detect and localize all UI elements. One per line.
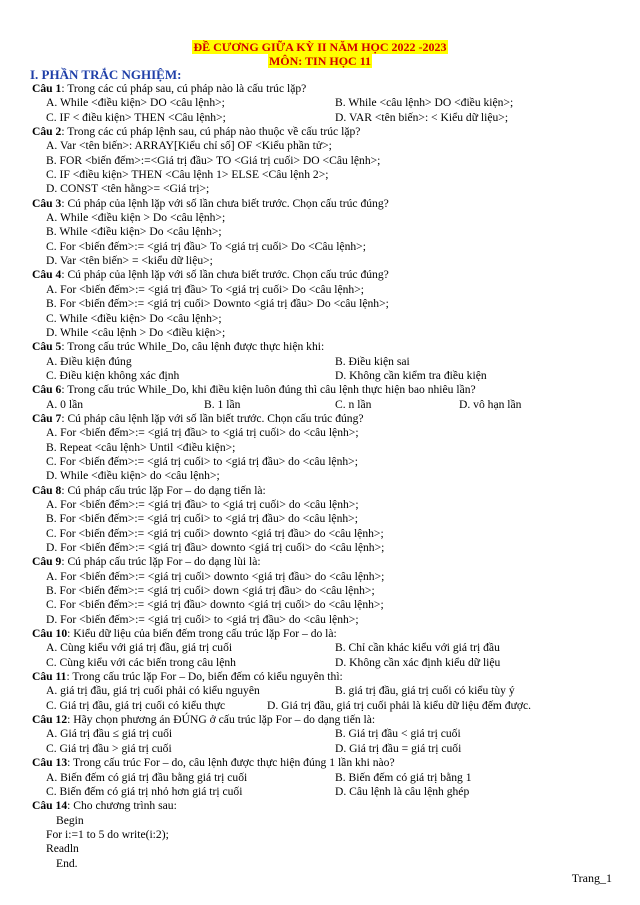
question-number: Câu 5 bbox=[32, 340, 62, 354]
option-a: A. Điều kiện đúng bbox=[46, 354, 132, 368]
question-number: Câu 8 bbox=[32, 483, 62, 497]
question-text: : Hãy chọn phương án ĐÚNG ở cấu trúc lặp For – do dạng tiến là: bbox=[67, 713, 376, 727]
option-c: C. Giá trị đầu > giá trị cuối bbox=[46, 741, 172, 755]
option-c: C. Điều kiện không xác định bbox=[46, 368, 180, 382]
question-number: Câu 6 bbox=[32, 383, 62, 397]
question-11 bbox=[32, 670, 622, 684]
question-7 bbox=[32, 412, 622, 426]
option-a: A. giá trị đầu, giá trị cuối phải có kiểu nguyên bbox=[46, 684, 260, 698]
question-5 bbox=[32, 340, 622, 354]
question-number: Câu 1 bbox=[32, 82, 62, 95]
option-c: C. For <biến đếm>:= <giá trị cuối> downto <giá trị đầu> do <câu lệnh>; bbox=[46, 526, 384, 540]
code-line: Begin bbox=[56, 813, 84, 827]
question-number: Câu 10 bbox=[32, 627, 68, 641]
option-a: A. For <biến đếm>:= <giá trị đầu> To <giá trị cuối> Do <câu lệnh>; bbox=[46, 282, 364, 296]
page-number: Trang_1 bbox=[571, 871, 612, 885]
option-c: C. For <biến đếm>:= <giá trị cuối> to <giá trị đầu> do <câu lệnh>; bbox=[46, 454, 358, 468]
option-d: D. While <điều kiện> do <câu lệnh>; bbox=[46, 469, 220, 483]
option-b: B. Điều kiện sai bbox=[335, 354, 410, 368]
document-subject: MÔN: TIN HỌC 11 bbox=[268, 54, 372, 68]
question-text: : Trong cấu trúc For – do, câu lệnh được thực hiện đúng 1 lần khi nào? bbox=[67, 756, 395, 770]
option-b: B. Biến đếm có giá trị bằng 1 bbox=[335, 770, 472, 784]
question-10 bbox=[32, 627, 622, 641]
option-c: C. While <điều kiện> Do <câu lệnh>; bbox=[46, 311, 222, 325]
option-a: A. Biến đếm có giá trị đầu bằng giá trị cuối bbox=[46, 770, 248, 784]
question-1 bbox=[32, 82, 622, 96]
section-title: I. PHẦN TRẮC NGHIỆM: bbox=[30, 67, 182, 82]
option-d: D. VAR <tên biến>: < Kiểu dữ liệu>; bbox=[335, 110, 509, 124]
option-b: B. Giá trị đầu < giá trị cuối bbox=[335, 727, 461, 741]
question-text: : Cho chương trình sau: bbox=[67, 799, 177, 813]
question-12 bbox=[32, 713, 622, 727]
option-b: B. While <điều kiện> Do <câu lệnh>; bbox=[46, 225, 222, 239]
option-a: A. Var <tên biến>: ARRAY[Kiểu chỉ số] OF <Kiểu phần tử>; bbox=[46, 139, 332, 153]
option-c: C. n lần bbox=[335, 397, 372, 411]
question-text: : Trong các cú pháp sau, cú pháp nào là cấu trúc lặp? bbox=[61, 82, 307, 95]
option-b: B. Chỉ cần khác kiểu với giá trị đầu bbox=[335, 641, 500, 655]
option-c: C. Cùng kiểu với các biến trong câu lệnh bbox=[46, 655, 236, 669]
question-3 bbox=[32, 197, 622, 211]
option-a: A. 0 lần bbox=[46, 397, 84, 411]
question-number: Câu 12 bbox=[32, 713, 68, 727]
question-text: : Cú pháp cấu trúc lặp For – do dạng tiến là: bbox=[61, 483, 266, 497]
option-b: B. For <biến đếm>:= <giá trị cuối> down <giá trị đầu> do <câu lệnh>; bbox=[46, 584, 375, 598]
code-line: End. bbox=[56, 856, 78, 870]
question-number: Câu 2 bbox=[32, 125, 62, 139]
option-c: C. IF <điều kiện> THEN <Câu lệnh 1> ELSE <Câu lệnh 2>; bbox=[46, 168, 329, 182]
option-b: B. FOR <biến đếm>:=<Giá trị đầu> TO <Giá trị cuối> DO <Câu lệnh>; bbox=[46, 153, 381, 167]
option-a: A. For <biến đếm>:= <giá trị đầu> to <giá trị cuối> do <câu lệnh>; bbox=[46, 497, 359, 511]
question-9 bbox=[32, 555, 622, 569]
option-c: C. For <biến đếm>:= <giá trị đầu> downto <giá trị cuối> do <câu lệnh>; bbox=[46, 598, 384, 612]
question-number: Câu 3 bbox=[32, 196, 62, 210]
option-a: A. While <điều kiện > Do <câu lệnh>; bbox=[46, 211, 226, 225]
question-number: Câu 14 bbox=[32, 799, 68, 813]
option-a: A. Giá trị đầu ≤ giá trị cuối bbox=[46, 727, 173, 741]
question-text: : Kiểu dữ liệu của biến đếm trong cấu trúc lặp For – do là: bbox=[67, 627, 337, 641]
option-a: A. For <biến đếm>:= <giá trị cuối> downto <giá trị đầu> do <câu lệnh>; bbox=[46, 569, 385, 583]
option-d: D. Var <tên biến> = <kiểu dữ liệu>; bbox=[46, 254, 213, 268]
option-d: D. Câu lệnh là câu lệnh ghép bbox=[335, 784, 470, 798]
option-b: B. 1 lần bbox=[204, 397, 241, 411]
option-c: C. Biến đếm có giá trị nhỏ hơn giá trị cuối bbox=[46, 784, 243, 798]
question-list bbox=[32, 82, 622, 871]
question-13 bbox=[32, 756, 622, 770]
question-number: Câu 4 bbox=[32, 268, 62, 282]
document-title: ĐỀ CƯƠNG GIỮA KỲ II NĂM HỌC 2022 -2023 bbox=[193, 40, 447, 54]
option-d: D. Giá trị đầu, giá trị cuối phải là kiểu dữ liệu đếm được. bbox=[267, 698, 532, 712]
question-number: Câu 7 bbox=[32, 411, 62, 425]
option-b: B. While <câu lệnh> DO <điều kiện>; bbox=[335, 96, 514, 110]
question-6 bbox=[32, 383, 622, 397]
question-2 bbox=[32, 125, 622, 139]
option-c: C. Giá trị đầu, giá trị cuối có kiểu thực bbox=[46, 698, 226, 712]
question-number: Câu 9 bbox=[32, 555, 62, 569]
question-14 bbox=[32, 799, 622, 813]
question-text: : Trong cấu trúc While_Do, câu lệnh được thực hiện khi: bbox=[61, 340, 325, 354]
option-c: C. For <biến đếm>:= <giá trị đầu> To <giá trị cuối> Do <Câu lệnh>; bbox=[46, 239, 366, 253]
option-d: D. vô hạn lần bbox=[459, 397, 522, 411]
option-d: D. For <biến đếm>:= <giá trị đầu> downto <giá trị cuối> do <câu lệnh>; bbox=[46, 541, 385, 554]
question-text: : Trong cấu trúc lặp For – Do, biến đếm có kiểu nguyên thì: bbox=[66, 670, 343, 684]
option-a: A. For <biến đếm>:= <giá trị đầu> to <giá trị cuối> do <câu lệnh>; bbox=[46, 426, 359, 440]
question-text: : Trong các cú pháp lệnh sau, cú pháp nào thuộc về cấu trúc lặp? bbox=[61, 125, 361, 139]
code-line: Readln bbox=[46, 842, 79, 856]
option-d: D. While <câu lệnh > Do <điều kiện>; bbox=[46, 325, 226, 339]
option-d: D. Không cần kiểm tra điều kiện bbox=[335, 368, 487, 382]
question-text: : Cú pháp cấu trúc lặp For – do dạng lùi là: bbox=[61, 555, 261, 569]
question-4 bbox=[32, 268, 622, 282]
question-number: Câu 13 bbox=[32, 756, 68, 770]
code-line: For i:=1 to 5 do write(i:2); bbox=[46, 827, 169, 841]
question-text: : Cú pháp câu lệnh lặp với số lần biết trước. Chọn cấu trúc đúng? bbox=[61, 411, 364, 425]
option-b: B. For <biến đếm>:= <giá trị cuối> Downto <giá trị đầu> Do <câu lệnh>; bbox=[46, 297, 389, 311]
option-d: D. Không cần xác định kiểu dữ liệu bbox=[335, 655, 501, 669]
option-b: B. For <biến đếm>:= <giá trị cuối> to <giá trị đầu> do <câu lệnh>; bbox=[46, 512, 358, 526]
option-d: D. CONST <tên hằng>= <Giá trị>; bbox=[46, 182, 210, 196]
option-a: A. Cùng kiểu với giá trị đầu, giá trị cuối bbox=[46, 641, 233, 655]
option-b: B. Repeat <câu lệnh> Until <điều kiện>; bbox=[46, 440, 236, 454]
option-c: C. IF < điều kiện> THEN <Câu lệnh>; bbox=[46, 110, 226, 124]
question-number: Câu 11 bbox=[32, 670, 67, 684]
question-text: : Cú pháp của lệnh lặp với số lần chưa biết trước. Chọn cấu trúc đúng? bbox=[61, 196, 389, 210]
question-text: : Trong cấu trúc While_Do, khi điều kiện luôn đúng thì câu lệnh thực hiện bao nhiêu lần? bbox=[61, 383, 476, 397]
question-8 bbox=[32, 484, 622, 498]
option-a: A. While <điều kiện> DO <câu lệnh>; bbox=[46, 96, 225, 110]
option-d: D. Giá trị đầu = giá trị cuối bbox=[335, 741, 462, 755]
option-d: D. For <biến đếm>:= <giá trị cuối> to <giá trị đầu> do <câu lệnh>; bbox=[46, 612, 359, 626]
option-b: B. giá trị đầu, giá trị cuối có kiểu tùy ý bbox=[335, 684, 515, 698]
question-text: : Cú pháp của lệnh lặp với số lần chưa biết trước. Chọn cấu trúc đúng? bbox=[61, 268, 389, 282]
